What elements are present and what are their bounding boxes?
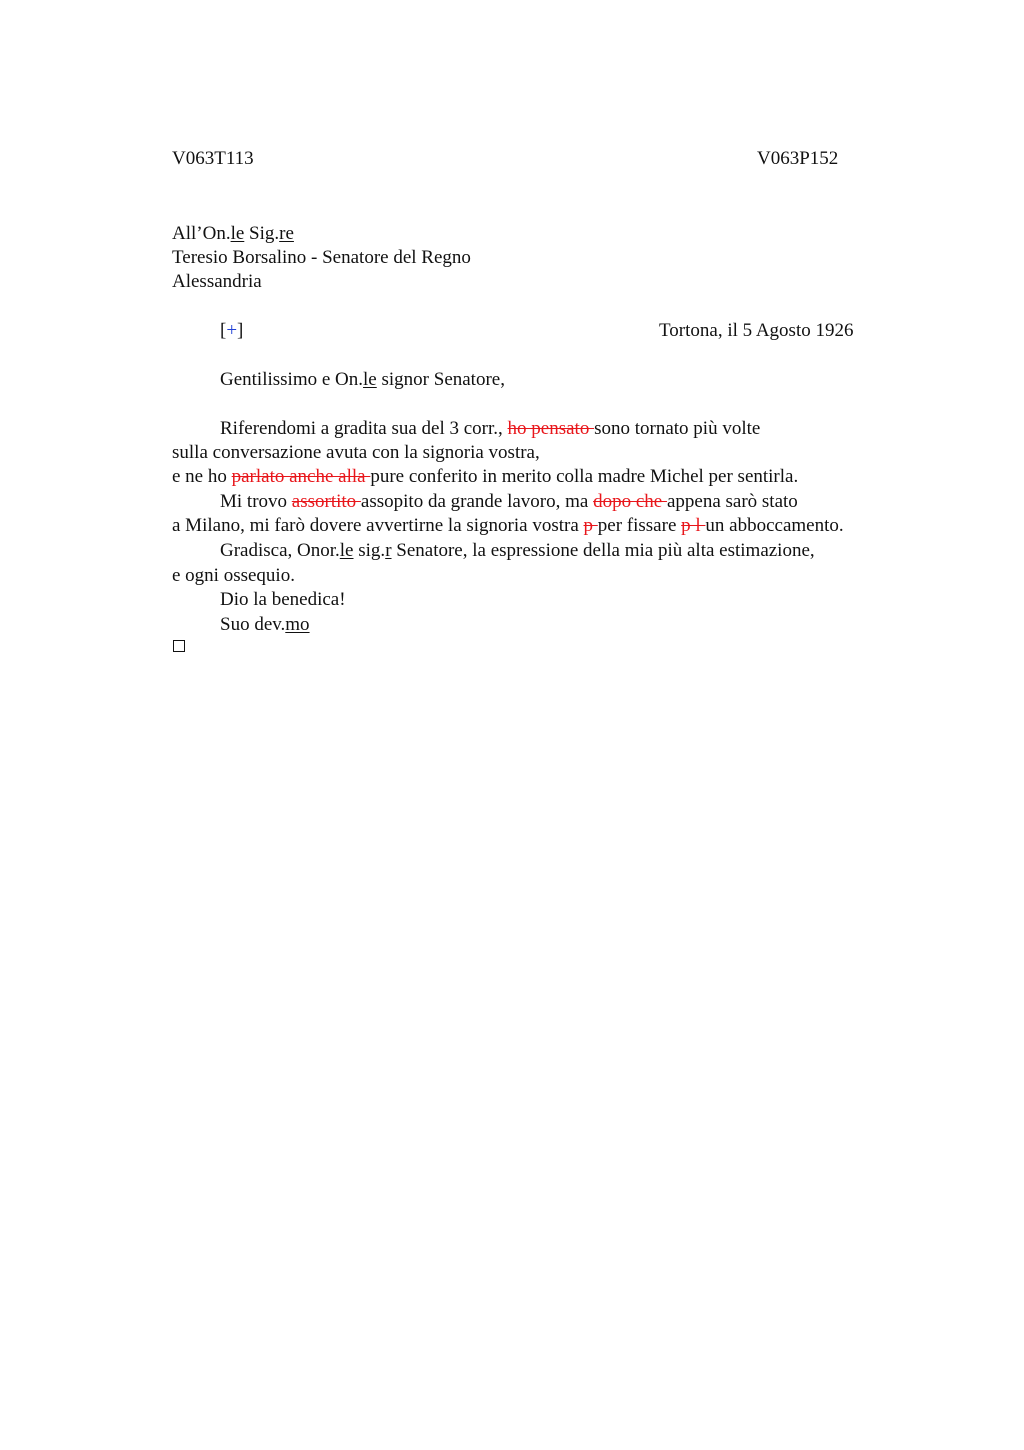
checkbox-square-icon[interactable] [173, 640, 185, 652]
bracket-close: ] [237, 320, 244, 341]
text-run: Senatore, la espressione della mia più alta estimazione, [391, 540, 815, 561]
closing-blessing: Dio la benedica! [220, 589, 346, 610]
insertion-marker[interactable] [220, 321, 243, 340]
text-run: per fissare [597, 515, 682, 536]
deleted-text: dopo che [593, 491, 667, 512]
text-run: sig. [353, 540, 386, 561]
text-run: e ne ho [172, 466, 232, 487]
address-line-1 [172, 224, 294, 243]
dateline: Tortona, il 5 Agosto 1926 [659, 320, 854, 341]
deleted-text: p [583, 515, 598, 536]
address-line-3: Alessandria [172, 271, 262, 292]
page-code-right: V063P152 [757, 148, 839, 169]
closing-signature [220, 615, 310, 634]
text-run: Mi trovo [220, 491, 292, 512]
body-line [220, 492, 798, 511]
deleted-text: p l [681, 515, 706, 536]
address-prefix: All’On. [172, 223, 231, 244]
deleted-text: assortito [291, 491, 361, 512]
document-code-left: V063T113 [172, 148, 254, 169]
text-run: sono tornato più volte [594, 418, 761, 439]
body-line: sulla conversazione avuta con la signoria vostra, [172, 442, 540, 463]
salutation [220, 370, 505, 389]
closing-prefix: Suo dev. [220, 614, 286, 635]
text-run: appena sarò stato [666, 491, 798, 512]
body-line [172, 516, 844, 535]
salutation-suffix: signor Senatore, [376, 369, 505, 390]
body-line [172, 467, 798, 486]
address-mid: Sig. [244, 223, 280, 244]
abbr-superscript: mo [285, 614, 310, 635]
text-run: pure conferito in merito colla madre Michel per sentirla. [370, 466, 799, 487]
body-line [220, 541, 815, 560]
deleted-text: parlato anche alla [231, 466, 371, 487]
address-line-2: Teresio Borsalino - Senatore del Regno [172, 247, 471, 268]
text-run: assopito da grande lavoro, ma [360, 491, 594, 512]
abbr-superscript: le [230, 223, 245, 244]
deleted-text: ho pensato [507, 418, 595, 439]
text-run: a Milano, mi farò dovere avvertirne la signoria vostra [172, 515, 584, 536]
text-run: Gradisca, Onor. [220, 540, 340, 561]
body-line: e ogni ossequio. [172, 565, 295, 586]
text-run: Riferendomi a gradita sua del 3 corr., [220, 418, 508, 439]
abbr-superscript: le [363, 369, 377, 390]
salutation-prefix: Gentilissimo e On. [220, 369, 364, 390]
abbr-superscript: le [339, 540, 354, 561]
abbr-superscript: r [385, 540, 392, 561]
text-run: un abboccamento. [705, 515, 844, 536]
plus-icon[interactable]: + [226, 320, 238, 341]
abbr-superscript: re [279, 223, 294, 244]
body-line [220, 419, 760, 438]
bracket-open: [ [220, 320, 227, 341]
